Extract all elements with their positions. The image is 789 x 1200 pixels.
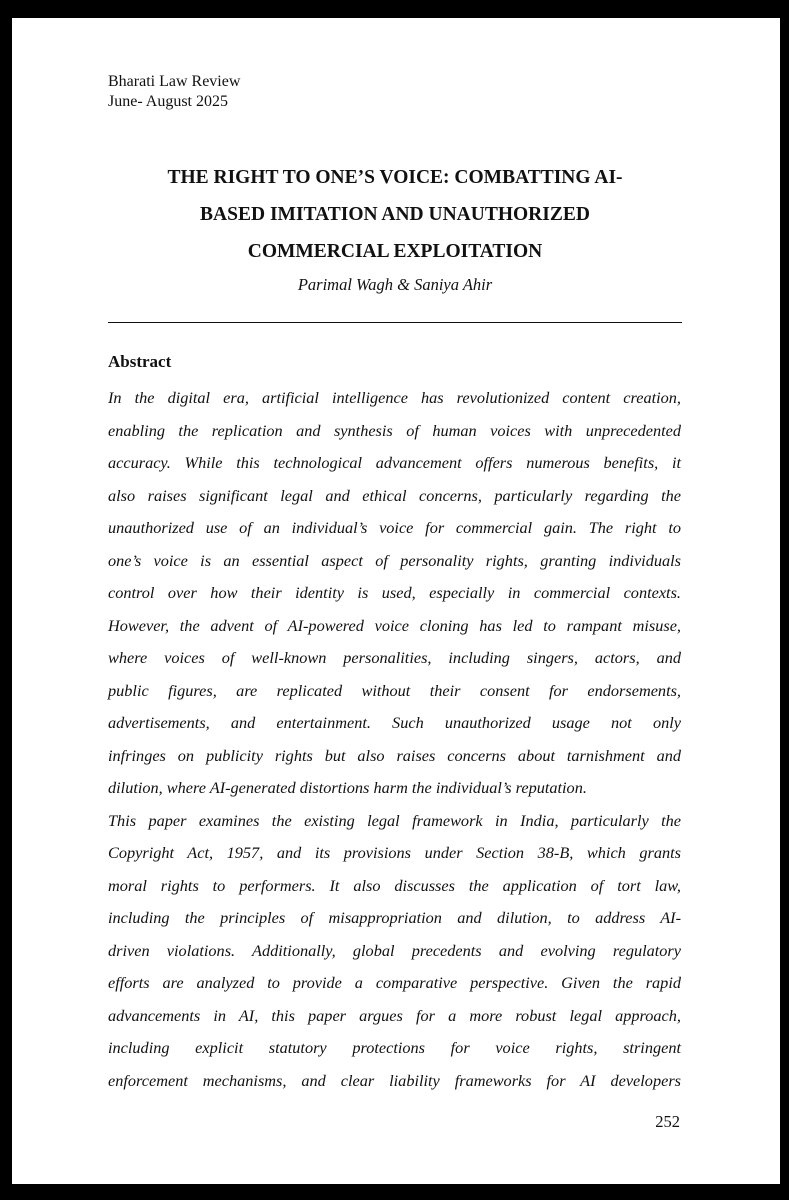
- journal-issue: June- August 2025: [108, 93, 228, 110]
- abstract-line: where voices of well-known personalities, including singers, actors, and: [108, 648, 681, 667]
- abstract-line: moral rights to performers. It also discusses the application of tort law,: [108, 875, 681, 895]
- paper-page: [12, 18, 780, 1184]
- title-divider: [108, 322, 682, 323]
- abstract-line: efforts are analyzed to provide a comparative perspective. Given the rapid: [108, 973, 681, 992]
- abstract-line: infringes on publicity rights but also raises concerns about tarnishment and: [108, 745, 681, 765]
- abstract-line: This paper examines the existing legal framework in India, particularly the: [108, 810, 681, 830]
- title-line: BASED IMITATION AND UNAUTHORIZED: [200, 204, 590, 225]
- abstract-line: also raises significant legal and ethical concerns, particularly regarding the: [108, 485, 681, 505]
- abstract-line: one’s voice is an essential aspect of personality rights, granting individuals: [108, 550, 681, 570]
- abstract-line: However, the advent of AI-powered voice cloning has led to rampant misuse,: [108, 615, 681, 635]
- abstract-line: advertisements, and entertainment. Such unauthorized usage not only: [108, 713, 681, 732]
- abstract-line: enabling the replication and synthesis of human voices with unprecedented: [108, 420, 681, 440]
- abstract-heading: Abstract: [108, 352, 172, 371]
- abstract-line: Copyright Act, 1957, and its provisions under Section 38-B, which grants: [108, 843, 681, 862]
- abstract-line: including the principles of misappropriation and dilution, to address AI-: [108, 908, 681, 927]
- paper-title: [108, 159, 682, 270]
- abstract-line: driven violations. Additionally, global precedents and evolving regulatory: [108, 940, 681, 960]
- abstract-line: In the digital era, artificial intelligence has revolutionized content creation,: [108, 388, 681, 407]
- journal-header: [108, 72, 240, 112]
- title-line: COMMERCIAL EXPLOITATION: [247, 241, 543, 262]
- title-line: THE RIGHT TO ONE’S VOICE: COMBATTING AI-: [167, 167, 623, 188]
- journal-name: Bharati Law Review: [108, 73, 241, 90]
- abstract-line: accuracy. While this technological advancement offers numerous benefits, it: [108, 453, 681, 472]
- abstract-line: unauthorized use of an individual’s voice for commercial gain. The right to: [108, 518, 681, 537]
- abstract-body: [108, 382, 681, 1097]
- paper-authors: Parimal Wagh & Saniya Ahir: [297, 275, 493, 294]
- abstract-line: public figures, are replicated without their consent for endorsements,: [108, 680, 681, 700]
- abstract-line: enforcement mechanisms, and clear liability frameworks for AI developers: [108, 1070, 681, 1090]
- abstract-line: including explicit statutory protections for voice rights, stringent: [108, 1038, 681, 1057]
- abstract-line: advancements in AI, this paper argues for a more robust legal approach,: [108, 1005, 681, 1025]
- page-number: 252: [655, 1112, 680, 1131]
- abstract-line: dilution, where AI-generated distortions harm the individual’s reputation.: [108, 778, 587, 797]
- abstract-line: control over how their identity is used, especially in commercial contexts.: [108, 583, 681, 602]
